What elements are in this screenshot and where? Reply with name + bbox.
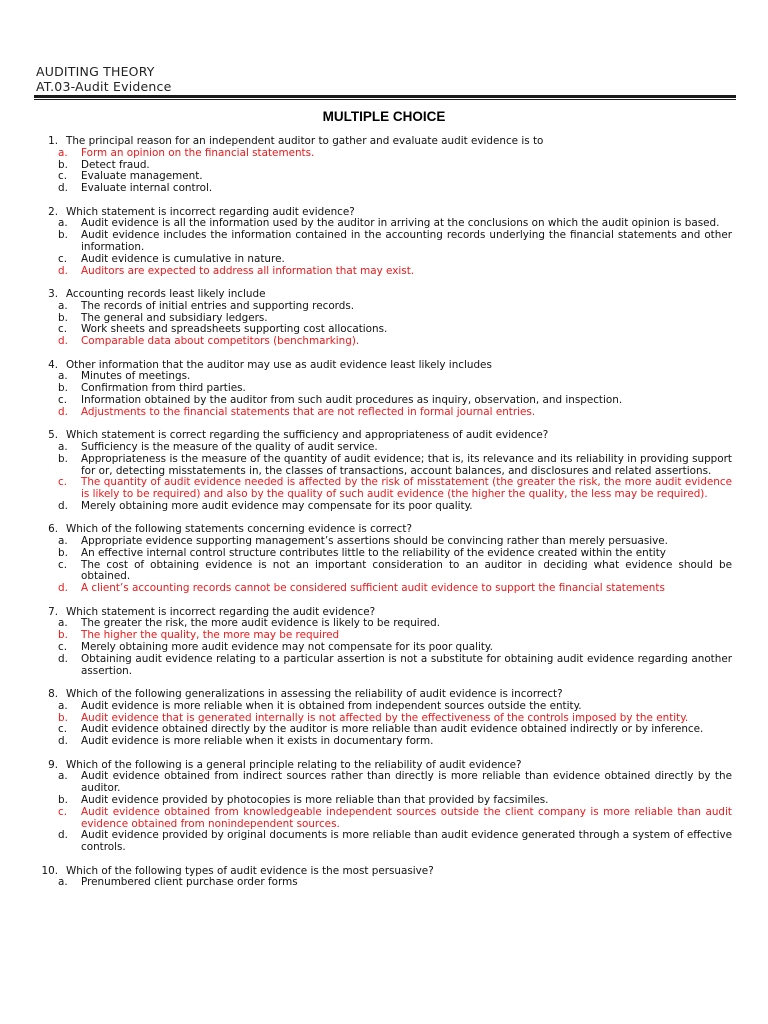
option-letter: c.: [58, 476, 68, 489]
option-text: Information obtained by the auditor from such audit procedures as inquiry, observation, and inspection.: [81, 393, 623, 406]
question-number: 1.: [48, 135, 58, 147]
option-text: The greater the risk, the more audit evidence is likely to be required.: [81, 617, 441, 630]
option-letter: d.: [58, 405, 68, 418]
option-text: Audit evidence provided by original documents is more reliable than audit evidence generated through a system of effective controls.: [81, 829, 732, 854]
question-text: Which of the following types of audit evidence is the most persuasive?: [66, 864, 434, 877]
option-letter: b.: [58, 546, 68, 559]
answer-option: [36, 301, 732, 313]
answer-option: [36, 830, 732, 854]
answer-option: [36, 736, 732, 748]
question-item: [36, 430, 732, 513]
option-letter: a.: [58, 370, 68, 383]
option-letter: a.: [58, 876, 68, 889]
option-text: Audit evidence is cumulative in nature.: [81, 252, 285, 265]
option-text: Merely obtaining more audit evidence may not compensate for its poor quality.: [81, 641, 493, 654]
option-text: Evaluate management.: [81, 170, 203, 183]
option-text: Prenumbered client purchase order forms: [81, 876, 298, 889]
answer-option: [36, 654, 732, 678]
option-text: Obtaining audit evidence relating to a particular assertion is not a substitute for obtaining audit evidence regarding another assertion.: [81, 652, 732, 677]
option-letter: c.: [58, 252, 68, 265]
option-letter: a.: [58, 217, 68, 230]
option-text: Audit evidence is more reliable when it is obtained from independent sources outside the entity.: [81, 699, 582, 712]
option-text: Merely obtaining more audit evidence may compensate for its poor quality.: [81, 499, 473, 512]
option-letter: b.: [58, 629, 68, 642]
option-letter: d.: [58, 582, 68, 595]
option-letter: c.: [58, 723, 68, 736]
option-letter: d.: [58, 182, 68, 195]
option-letter: b.: [58, 382, 68, 395]
option-letter: c.: [58, 641, 68, 654]
answer-options: [36, 148, 732, 195]
option-text: Detect fraud.: [81, 158, 150, 171]
question-item: [36, 689, 732, 748]
section-title: MULTIPLE CHOICE: [322, 109, 446, 124]
question-number: 3.: [48, 287, 58, 300]
option-text: Minutes of meetings.: [81, 370, 191, 383]
answer-option-correct: [36, 807, 732, 831]
option-letter: b.: [58, 311, 68, 324]
answer-option: [36, 560, 732, 584]
question-item: [36, 607, 732, 678]
option-text: Audit evidence that is generated internally is not affected by the effectiveness of the controls imposed by the entity.: [81, 711, 689, 724]
question-number-gap: [58, 289, 66, 301]
option-letter: a.: [58, 770, 68, 783]
option-letter: b.: [58, 794, 68, 806]
option-text: Audit evidence obtained from knowledgeable independent sources outside the client company is more reliable than audit evidence obtained from nonindependent sources.: [81, 805, 732, 830]
option-text: Audit evidence is all the information used by the auditor in arriving at the conclusions on which the audit opinion is based.: [81, 217, 720, 230]
answer-option: [36, 877, 732, 889]
answer-option-correct: [36, 583, 732, 595]
option-text: Form an opinion on the financial statements.: [81, 146, 315, 159]
option-text: A client’s accounting records cannot be considered sufficient audit evidence to support the financial statements: [81, 582, 665, 595]
option-letter: a.: [58, 699, 68, 712]
question-text: Which statement is incorrect regarding audit evidence?: [66, 205, 355, 218]
option-letter: d.: [58, 264, 68, 277]
answer-options: [36, 618, 732, 677]
question-item: [36, 207, 732, 278]
course-title: AUDITING THEORY: [36, 64, 155, 79]
question-text: Which of the following statements concerning evidence is correct?: [66, 523, 412, 536]
answer-option: [36, 254, 732, 266]
option-text: Audit evidence is more reliable when it exists in documentary form.: [81, 735, 434, 748]
question-item: [36, 289, 732, 348]
option-letter: c.: [58, 323, 68, 336]
option-letter: b.: [58, 711, 68, 724]
question-number: 7.: [48, 605, 58, 618]
question-number: 5.: [48, 429, 58, 442]
answer-options: [36, 771, 732, 854]
option-text: An effective internal control structure contributes little to the reliability of the evidence created within the entity: [81, 546, 666, 559]
option-letter: b.: [58, 229, 68, 242]
answer-option-correct: [36, 477, 732, 501]
question-number: 2.: [48, 205, 58, 218]
answer-option: [36, 701, 732, 713]
option-text: Adjustments to the financial statements that are not reflected in formal journal entries.: [81, 405, 536, 418]
option-text: Auditors are expected to address all information that may exist.: [81, 264, 415, 277]
question-number: 9.: [48, 758, 58, 771]
option-text: Sufficiency is the measure of the quality of audit service.: [81, 440, 378, 453]
answer-option-correct: [36, 148, 732, 160]
option-letter: d.: [58, 652, 68, 665]
option-text: Work sheets and spreadsheets supporting cost allocations.: [81, 323, 388, 336]
answer-options: [36, 877, 732, 889]
option-text: The cost of obtaining evidence is not an important consideration to an auditor in deciding what evidence should be obtained.: [81, 558, 732, 583]
answer-option: [36, 183, 732, 195]
question-text: Which of the following is a general principle relating to the reliability of audit evidence?: [66, 758, 522, 771]
question-item: [36, 760, 732, 854]
question-text: Which statement is correct regarding the sufficiency and appropriateness of audit evidence?: [66, 429, 549, 442]
question-number: 4.: [48, 358, 58, 371]
question-list: [36, 136, 732, 901]
option-text: The higher the quality, the more may be required: [81, 629, 340, 642]
document-header: [36, 64, 736, 94]
question-number: 6.: [48, 523, 58, 536]
answer-options: [36, 301, 732, 348]
option-letter: d.: [58, 735, 68, 748]
question-text: Which of the following generalizations in assessing the reliability of audit evidence is incorrect?: [66, 688, 563, 701]
chapter-title: AT.03-Audit Evidence: [36, 79, 172, 94]
option-letter: a.: [58, 440, 68, 453]
answer-option-correct: [36, 266, 732, 278]
option-text: Audit evidence obtained from indirect sources rather than directly is more reliable than evidence obtained directly by the auditor.: [81, 770, 732, 795]
question-text: Accounting records least likely include: [66, 287, 266, 300]
option-text: The records of initial entries and supporting records.: [81, 299, 355, 312]
option-letter: c.: [58, 170, 68, 183]
option-letter: c.: [58, 805, 68, 818]
question-text: Other information that the auditor may use as audit evidence least likely includes: [66, 358, 492, 371]
question-item: [36, 524, 732, 595]
answer-options: [36, 701, 732, 748]
option-text: Audit evidence provided by photocopies is more reliable than that provided by facsimiles.: [81, 794, 549, 806]
option-letter: d.: [58, 829, 68, 842]
option-letter: b.: [58, 452, 68, 465]
answer-option: [36, 548, 732, 560]
question-item: [36, 360, 732, 419]
option-letter: d.: [58, 335, 68, 348]
question-text: Which statement is incorrect regarding the audit evidence?: [66, 605, 376, 618]
answer-options: [36, 218, 732, 277]
question-stem: [36, 289, 732, 301]
answer-options: [36, 536, 732, 595]
question-number: 10.: [41, 864, 58, 877]
option-text: Comparable data about competitors (benchmarking).: [81, 335, 360, 348]
option-text: Audit evidence obtained directly by the auditor is more reliable than audit evidence obtained indirectly or by inference.: [81, 723, 704, 736]
option-text: The general and subsidiary ledgers.: [81, 311, 268, 324]
header-divider-thin: [34, 99, 736, 100]
option-letter: a.: [58, 299, 68, 312]
answer-option: [36, 454, 732, 478]
answer-option: [36, 230, 732, 254]
option-letter: c.: [58, 393, 68, 406]
answer-option-correct: [36, 407, 732, 419]
question-item: [36, 866, 732, 890]
option-text: Confirmation from third parties.: [81, 382, 246, 395]
option-text: Audit evidence includes the information contained in the accounting records underlying the financial statements and other information.: [81, 229, 732, 253]
option-letter: b.: [58, 158, 68, 171]
answer-options: [36, 442, 732, 513]
answer-option: [36, 395, 732, 407]
question-number: 8.: [48, 688, 58, 701]
answer-option-correct: [36, 336, 732, 348]
header-divider: [34, 95, 736, 98]
option-letter: a.: [58, 146, 68, 159]
option-letter: c.: [58, 558, 68, 571]
answer-option: [36, 501, 732, 513]
answer-option: [36, 442, 732, 454]
option-letter: a.: [58, 535, 68, 548]
option-text: Evaluate internal control.: [81, 182, 213, 195]
answer-option: [36, 771, 732, 795]
question-item: [36, 136, 732, 195]
option-text: Appropriate evidence supporting management’s assertions should be convincing rather than merely persuasive.: [81, 535, 668, 548]
option-text: The quantity of audit evidence needed is affected by the risk of misstatement (the greater the risk, the more audit evidence is likely to be required) and also by the quality of such audit evidence (the higher the quality, the less may be required).: [81, 476, 732, 501]
question-text: The principal reason for an independent auditor to gather and evaluate audit evidence is to: [66, 135, 544, 147]
option-text: Appropriateness is the measure of the quantity of audit evidence; that is, its relevance and its reliability in providing support for or, detecting misstatements in, the classes of transactions, account balances, and disclosures and related assertions.: [81, 452, 732, 477]
option-letter: d.: [58, 499, 68, 512]
answer-options: [36, 371, 732, 418]
option-letter: a.: [58, 617, 68, 630]
